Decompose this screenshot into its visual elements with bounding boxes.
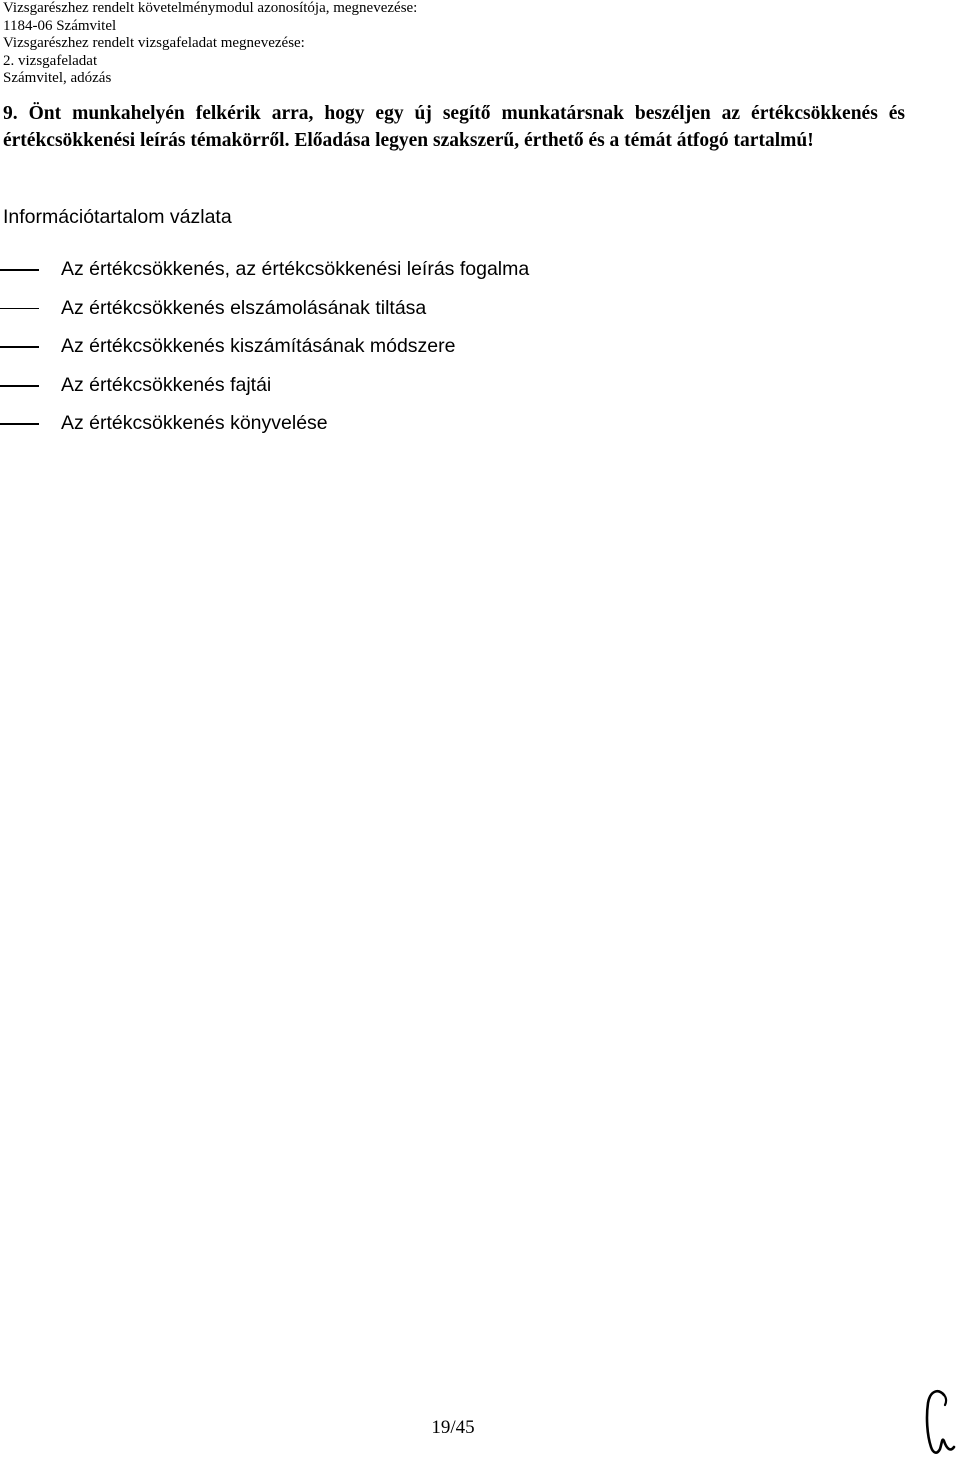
header-module-label: Vizsgarészhez rendelt követelménymodul azonosítója, megnevezése: bbox=[3, 0, 418, 16]
outline-list bbox=[0, 256, 700, 449]
dash-bullet-icon bbox=[0, 385, 39, 387]
dash-bullet-icon bbox=[0, 346, 39, 348]
header-task-label: Vizsgarészhez rendelt vizsgafeladat megnevezése: bbox=[3, 35, 305, 51]
document-header bbox=[3, 0, 703, 88]
list-item-text: Az értékcsökkenés elszámolásának tiltása bbox=[61, 296, 427, 319]
list-item-text: Az értékcsökkenés fajtái bbox=[61, 373, 272, 396]
task-statement: 9. Önt munkahelyén felkérik arra, hogy egy új segítő munkatársnak beszéljen az értékcsökkenés és értékcsökkenési leírás témakörről. Előadása legyen szakszerű, érthető és a témát átfogó tartalmú! bbox=[3, 103, 905, 151]
list-item-text: Az értékcsökkenés könyvelése bbox=[61, 412, 328, 435]
outline-heading: Információtartalom vázlata bbox=[3, 206, 232, 228]
header-task-number: 2. vizsgafeladat bbox=[3, 52, 98, 69]
list-item bbox=[0, 372, 700, 411]
list-item-text: Az értékcsökkenés, az értékcsökkenési leírás fogalma bbox=[61, 258, 530, 280]
list-item bbox=[0, 410, 700, 449]
signature-icon bbox=[918, 1385, 960, 1460]
list-item bbox=[0, 256, 700, 295]
list-item bbox=[0, 333, 700, 372]
header-module-value: 1184-06 Számvitel bbox=[3, 17, 117, 34]
dash-bullet-icon bbox=[0, 269, 39, 271]
list-item bbox=[0, 295, 700, 334]
page-number: 19/45 bbox=[431, 1417, 475, 1438]
header-task-title: Számvitel, adózás bbox=[3, 70, 112, 86]
dash-bullet-icon bbox=[0, 423, 39, 425]
dash-bullet-icon bbox=[0, 308, 39, 310]
list-item-text: Az értékcsökkenés kiszámításának módszere bbox=[61, 335, 456, 358]
